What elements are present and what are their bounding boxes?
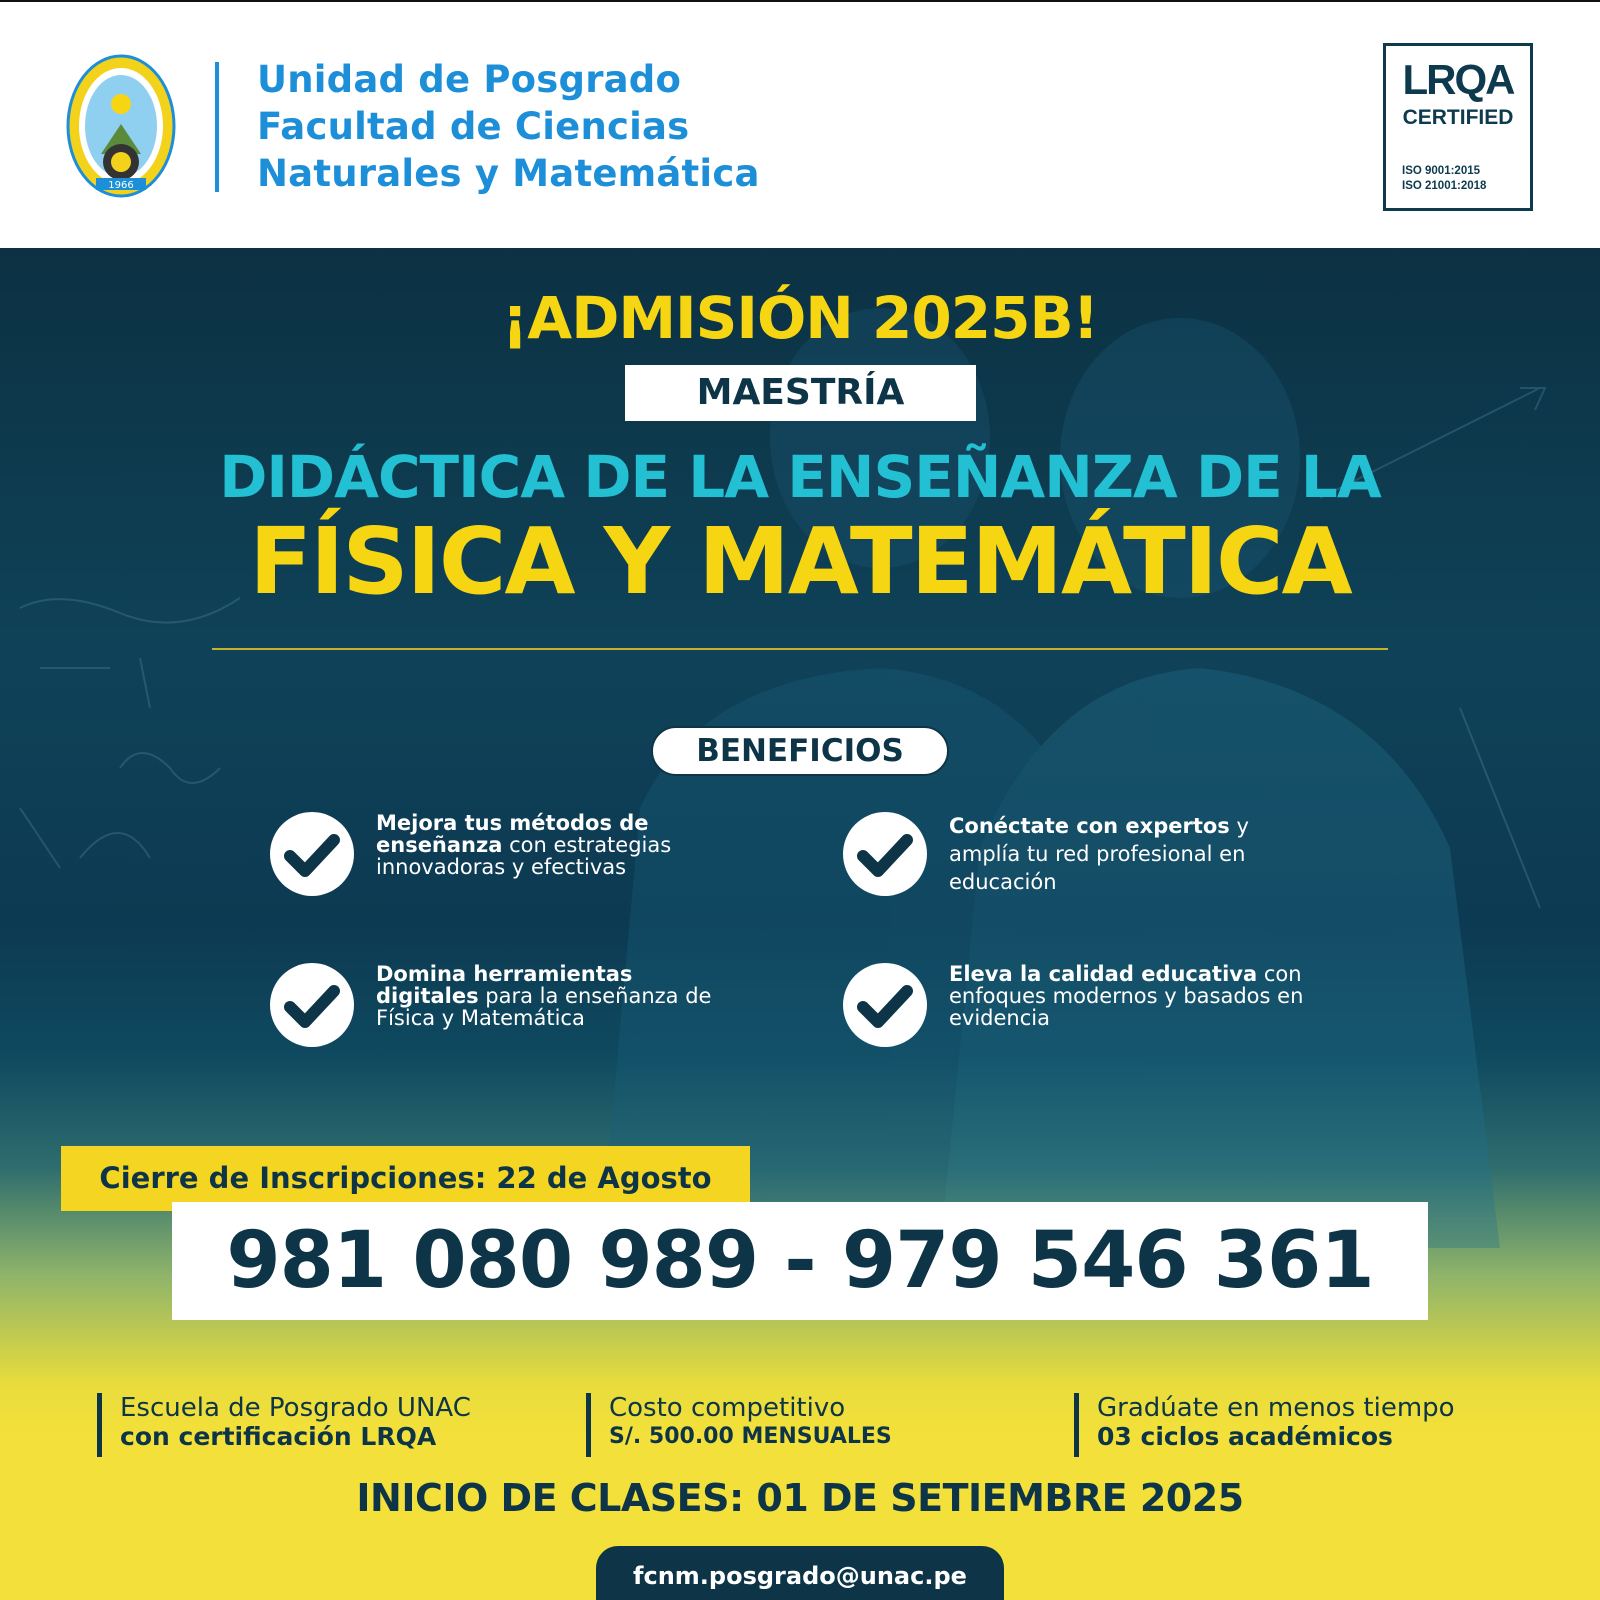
lrqa-iso-21001: ISO 21001:2018	[1402, 180, 1487, 192]
benefits-title: BENEFICIOS	[696, 733, 904, 769]
phone-banner	[172, 1202, 1428, 1320]
benefit-text	[949, 812, 1313, 896]
benefit-item	[270, 812, 740, 922]
feature-subtitle: con certificación LRQA	[120, 1422, 437, 1451]
program-type-label: MAESTRÍA	[696, 372, 905, 413]
benefit-text	[949, 963, 1313, 1029]
benefits-pill	[651, 726, 949, 776]
seal-year: 1966	[108, 180, 134, 191]
check-icon	[843, 812, 927, 896]
benefit-bold: Domina herramientas digitales	[376, 962, 633, 1008]
header-line-faculty: Facultad de Ciencias	[257, 105, 690, 148]
check-icon	[843, 963, 927, 1047]
deadline-text: Cierre de Inscripciones: 22 de Agosto	[99, 1161, 712, 1195]
lrqa-badge	[1383, 43, 1533, 211]
admission-title: ¡ADMISIÓN 2025B!	[501, 284, 1099, 352]
benefit-item	[270, 963, 740, 1073]
benefit-rest: para la enseñanza de Física y Matemática	[376, 984, 712, 1030]
benefit-item	[843, 963, 1313, 1073]
benefit-bold: Mejora tus métodos de enseñanza	[376, 811, 649, 857]
classes-start-date: INICIO DE CLASES: 01 DE SETIEMBRE 2025	[356, 1476, 1244, 1520]
header-line-unit: Unidad de Posgrado	[257, 58, 682, 101]
feature-title: Gradúate en menos tiempo	[1097, 1393, 1455, 1423]
feature-duration	[1074, 1393, 1524, 1457]
benefit-bold: Conéctate con expertos	[949, 814, 1230, 838]
program-type-tag	[625, 365, 976, 421]
phone-numbers[interactable]: 981 080 989 - 979 546 361	[226, 1216, 1374, 1306]
header-line-faculty-2: Naturales y Matemática	[257, 152, 760, 195]
lrqa-iso-9001: ISO 9001:2015	[1402, 165, 1481, 177]
hero-section	[0, 248, 1600, 1600]
lrqa-logo: LRQA	[1402, 56, 1514, 103]
feature-cost	[586, 1393, 1006, 1457]
feature-certification	[97, 1393, 547, 1457]
feature-title: Costo competitivo	[609, 1393, 846, 1423]
program-title-line-1: DIDÁCTICA DE LA ENSEÑANZA DE LA	[219, 443, 1381, 511]
check-icon	[270, 812, 354, 896]
email-banner	[596, 1546, 1004, 1600]
benefit-rest: con estrategias innovadoras y efectivas	[376, 833, 672, 879]
benefit-text	[376, 963, 740, 1029]
benefit-text	[376, 812, 740, 878]
university-seal-icon	[66, 54, 176, 198]
feature-subtitle: S/. 500.00 MENSUALES	[609, 1424, 892, 1449]
header-bar	[0, 0, 1600, 248]
benefit-bold: Eleva la calidad educativa	[949, 962, 1258, 986]
feature-subtitle: 03 ciclos académicos	[1097, 1422, 1393, 1451]
benefit-item	[843, 812, 1313, 922]
benefit-rest: y amplía tu red profesional en educación	[949, 814, 1249, 894]
title-divider	[212, 648, 1388, 650]
program-title-line-2: FÍSICA Y MATEMÁTICA	[249, 508, 1351, 615]
feature-title: Escuela de Posgrado UNAC	[120, 1393, 471, 1423]
header-divider	[215, 62, 219, 192]
email-link[interactable]: fcnm.posgrado@unac.pe	[633, 1562, 967, 1590]
benefit-rest: con enfoques modernos y basados en evidencia	[949, 962, 1304, 1030]
lrqa-certified-label: CERTIFIED	[1402, 106, 1514, 129]
check-icon	[270, 963, 354, 1047]
